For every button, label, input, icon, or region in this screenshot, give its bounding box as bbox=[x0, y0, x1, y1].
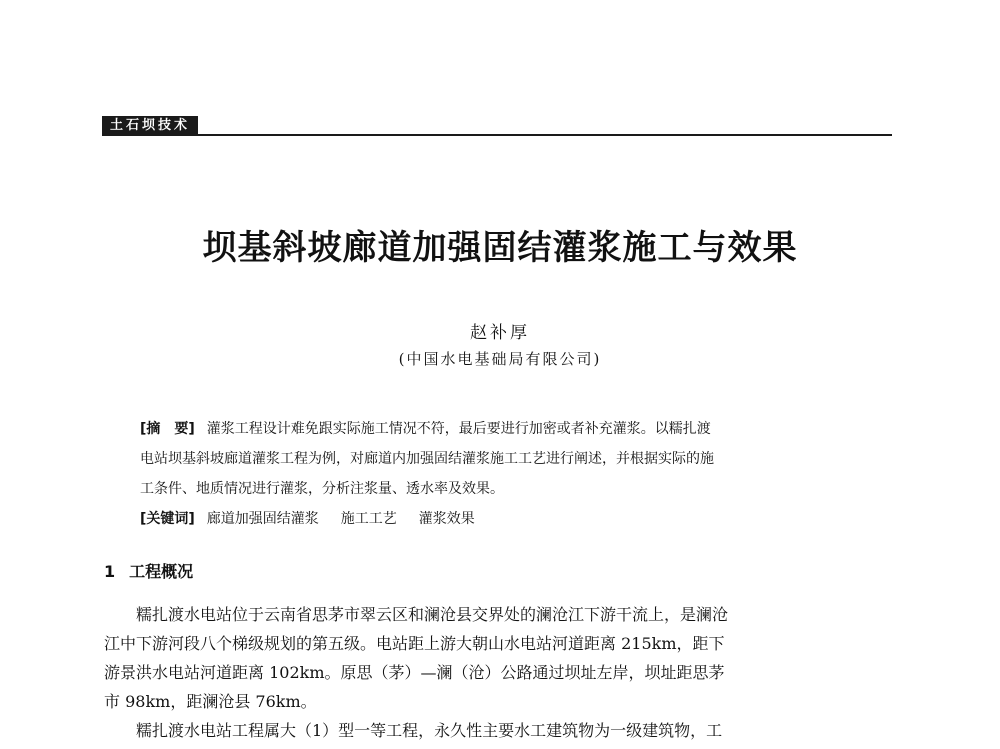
abstract-line: 工条件、地质情况进行灌浆，分析注浆量、透水率及效果。 bbox=[140, 481, 504, 497]
section-title: 工程概况 bbox=[129, 562, 194, 581]
abstract-line bbox=[140, 414, 880, 444]
article-title: 坝基斜坡廊道加强固结灌浆施工与效果 bbox=[202, 228, 798, 268]
keyword: 廊道加强固结灌浆 bbox=[206, 511, 319, 527]
keywords-label: [关键词] bbox=[140, 511, 195, 527]
section-heading bbox=[104, 559, 193, 582]
keyword: 灌浆效果 bbox=[418, 511, 475, 527]
journal-header bbox=[102, 116, 892, 136]
author-name: 赵补厚 bbox=[470, 323, 530, 343]
header-rule bbox=[102, 134, 892, 136]
section-number: 1 bbox=[104, 562, 116, 581]
paragraph-line: 糯扎渡水电站工程属大（1）型一等工程，永久性主要水工建筑物为一级建筑物，工 bbox=[136, 721, 723, 740]
keywords-line bbox=[140, 504, 880, 534]
abstract-label: [摘 要] bbox=[140, 421, 195, 437]
abstract-text: 灌浆工程设计难免跟实际施工情况不符，最后要进行加密或者补充灌浆。以糯扎渡 bbox=[206, 421, 711, 437]
abstract-block bbox=[140, 414, 880, 534]
section-tag: 土石坝技术 bbox=[102, 116, 198, 136]
body-text bbox=[104, 600, 894, 745]
paragraph-line: 江中下游河段八个梯级规划的第五级。电站距上游大朝山水电站河道距离 215km，距下 bbox=[104, 634, 725, 653]
paragraph-line: 市 98km，距澜沧县 76km。 bbox=[104, 692, 317, 711]
author-affiliation: (中国水电基础局有限公司) bbox=[398, 350, 602, 368]
keyword: 施工工艺 bbox=[340, 511, 397, 527]
paragraph-line: 糯扎渡水电站位于云南省思茅市翠云区和澜沧县交界处的澜沧江下游干流上，是澜沧 bbox=[136, 605, 729, 624]
paragraph-line: 游景洪水电站河道距离 102km。原思（茅）—澜（沧）公路通过坝址左岸，坝址距思茅 bbox=[104, 663, 725, 682]
abstract-line: 电站坝基斜坡廊道灌浆工程为例，对廊道内加强固结灌浆施工工艺进行阐述，并根据实际的施 bbox=[140, 451, 714, 467]
